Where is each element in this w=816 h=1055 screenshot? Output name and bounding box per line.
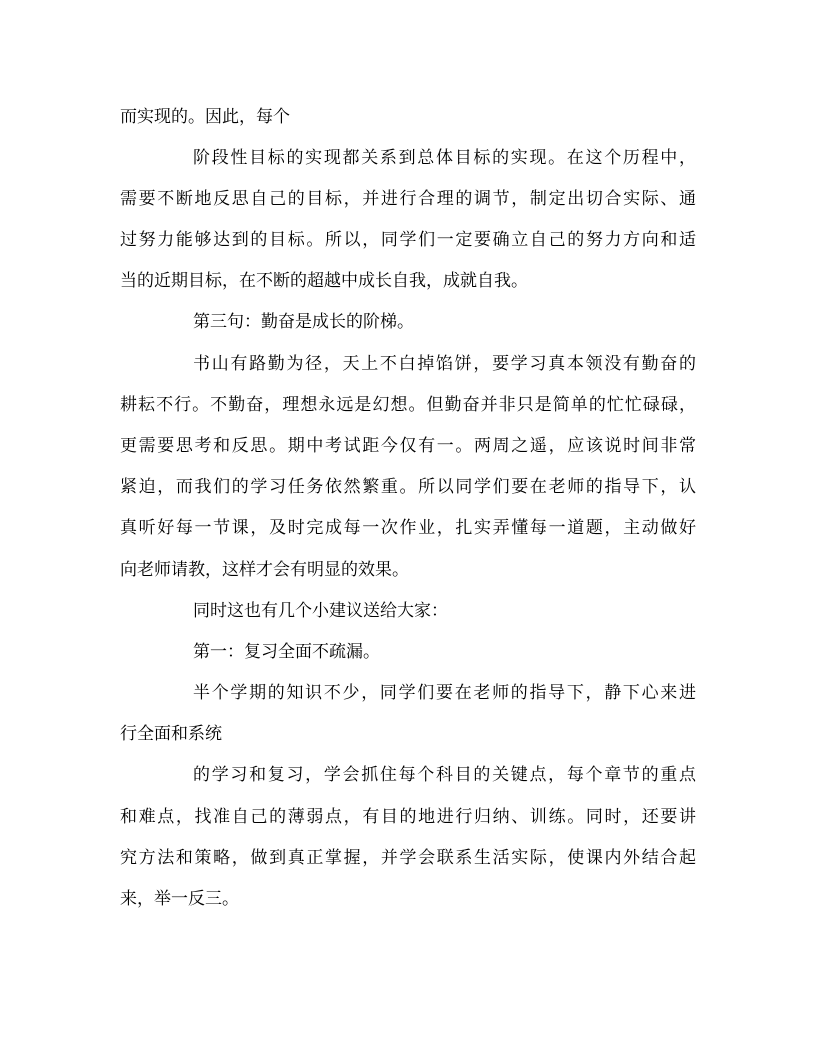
text-line: 过努力能够达到的目标。所以，同学们一定要确立自己的努力方向和适 (120, 230, 696, 250)
text-line: 第一：复习全面不疏漏。 (193, 642, 380, 662)
text-line: 当的近期目标，在不断的超越中成长自我，成就自我。 (120, 271, 528, 291)
text-line: 需要不断地反思自己的目标，并进行合理的调节，制定出切合实际、通 (120, 189, 696, 209)
text-line: 行全面和系统 (120, 724, 222, 744)
text-line: 第三句：勤奋是成长的阶梯。 (193, 312, 414, 332)
text-line: 而实现的。因此，每个 (120, 107, 290, 127)
text-line: 同时这也有几个小建议送给大家： (193, 601, 448, 621)
text-line: 究方法和策略，做到真正掌握，并学会联系生活实际，使课内外结合起 (120, 848, 696, 868)
text-line: 的学习和复习，学会抓住每个科目的关键点，每个章节的重点 (193, 765, 696, 785)
text-line: 更需要思考和反思。期中考试距今仅有一。两周之遥，应该说时间非常 (120, 436, 696, 456)
text-line: 和难点，找准自己的薄弱点，有目的地进行归纳、训练。同时，还要讲 (120, 807, 696, 827)
text-line: 来，举一反三。 (120, 889, 239, 909)
text-line: 紧迫，而我们的学习任务依然繁重。所以同学们要在老师的指导下，认 (120, 477, 696, 497)
text-line: 真听好每一节课，及时完成每一次作业，扎实弄懂每一道题，主动做好 (120, 518, 696, 538)
text-line: 向老师请教，这样才会有明显的效果。 (120, 560, 409, 580)
text-line: 阶段性目标的实现都关系到总体目标的实现。在这个历程中， (193, 148, 696, 168)
text-line: 半个学期的知识不少，同学们要在老师的指导下，静下心来进 (193, 683, 696, 703)
text-line: 书山有路勤为径，天上不白掉馅饼，要学习真本领没有勤奋的 (193, 354, 696, 374)
text-line: 耕耘不行。不勤奋，理想永远是幻想。但勤奋并非只是简单的忙忙碌碌， (120, 395, 696, 415)
